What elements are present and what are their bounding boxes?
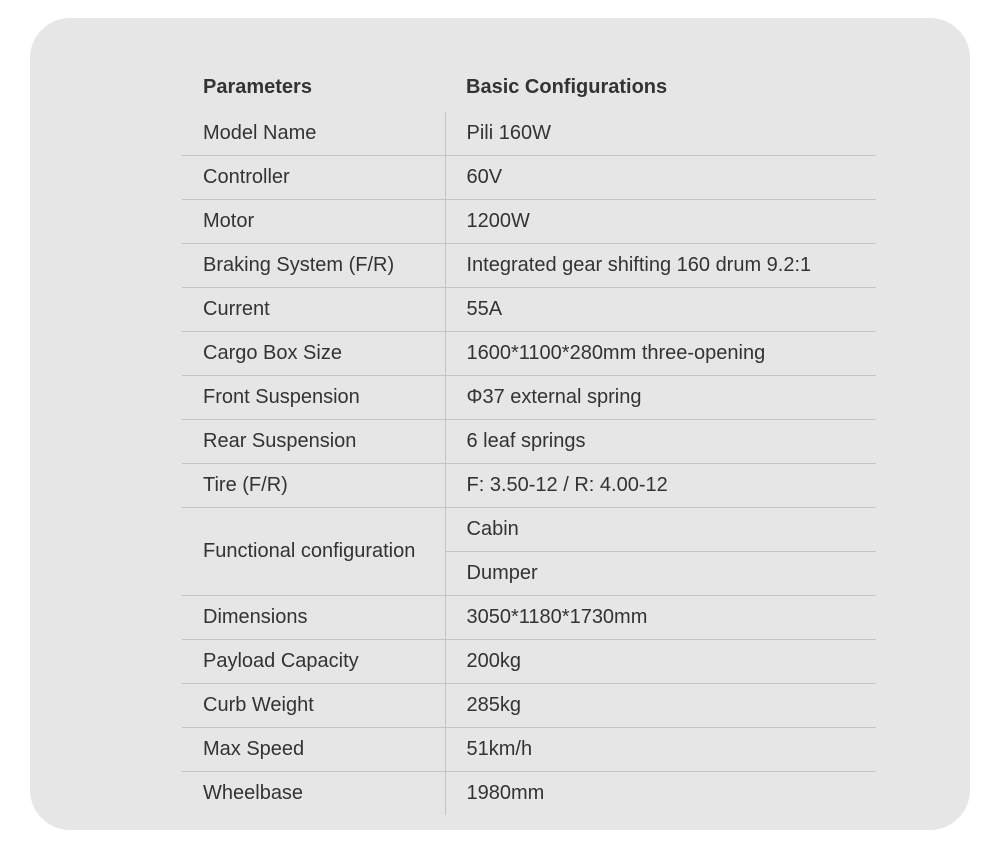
param-cell: Current: [182, 288, 445, 332]
param-cell: Curb Weight: [182, 684, 445, 728]
param-cell: Braking System (F/R): [182, 244, 445, 288]
spec-card: [30, 18, 970, 830]
value-cell: 200kg: [445, 640, 876, 684]
table-row: [182, 332, 876, 376]
table-row: [182, 684, 876, 728]
param-cell: Motor: [182, 200, 445, 244]
param-cell: Controller: [182, 156, 445, 200]
value-cell: 285kg: [445, 684, 876, 728]
table-row: [182, 420, 876, 464]
param-cell: Front Suspension: [182, 376, 445, 420]
param-cell-functional-configuration: Functional configuration: [182, 508, 445, 596]
table-row: [182, 376, 876, 420]
value-cell: Pili 160W: [445, 112, 876, 156]
param-cell: Rear Suspension: [182, 420, 445, 464]
param-cell: Wheelbase: [182, 772, 445, 816]
table-header-row: [182, 62, 876, 112]
table-row: [182, 200, 876, 244]
value-cell: 55A: [445, 288, 876, 332]
value-cell: 1980mm: [466, 782, 545, 804]
value-cell: 60V: [445, 156, 876, 200]
value-cell: Cabin: [445, 508, 876, 552]
value-cell: 51km/h: [445, 728, 876, 772]
value-cell: Φ37 external spring: [445, 376, 876, 420]
param-cell: Tire (F/R): [182, 464, 445, 508]
table-row: [182, 244, 876, 288]
table-row: [182, 772, 876, 816]
table-row: [182, 596, 876, 640]
value-cell: Dumper: [445, 552, 876, 596]
table-row: [182, 156, 876, 200]
value-cell: Integrated gear shifting 160 drum 9.2:1: [445, 244, 876, 288]
header-basic-configurations: Basic Configurations: [466, 75, 668, 98]
param-cell: Dimensions: [182, 596, 445, 640]
table-row: [182, 728, 876, 772]
param-cell: Max Speed: [182, 728, 445, 772]
param-cell: Payload Capacity: [182, 640, 445, 684]
value-cell: F: 3.50-12 / R: 4.00-12: [445, 464, 876, 508]
value-cell: 3050*1180*1730mm: [445, 596, 876, 640]
param-cell: Model Name: [182, 112, 445, 156]
table-row: [182, 464, 876, 508]
value-cell: 6 leaf springs: [445, 420, 876, 464]
param-cell: Cargo Box Size: [182, 332, 445, 376]
table-row: [182, 288, 876, 332]
table-row: [182, 508, 876, 552]
value-cell: 1200W: [445, 200, 876, 244]
header-parameters: Parameters: [203, 75, 312, 98]
table-row: [182, 640, 876, 684]
table-row: [182, 112, 876, 156]
value-cell: 1600*1100*280mm three-opening: [445, 332, 876, 376]
spec-table: [182, 62, 876, 815]
